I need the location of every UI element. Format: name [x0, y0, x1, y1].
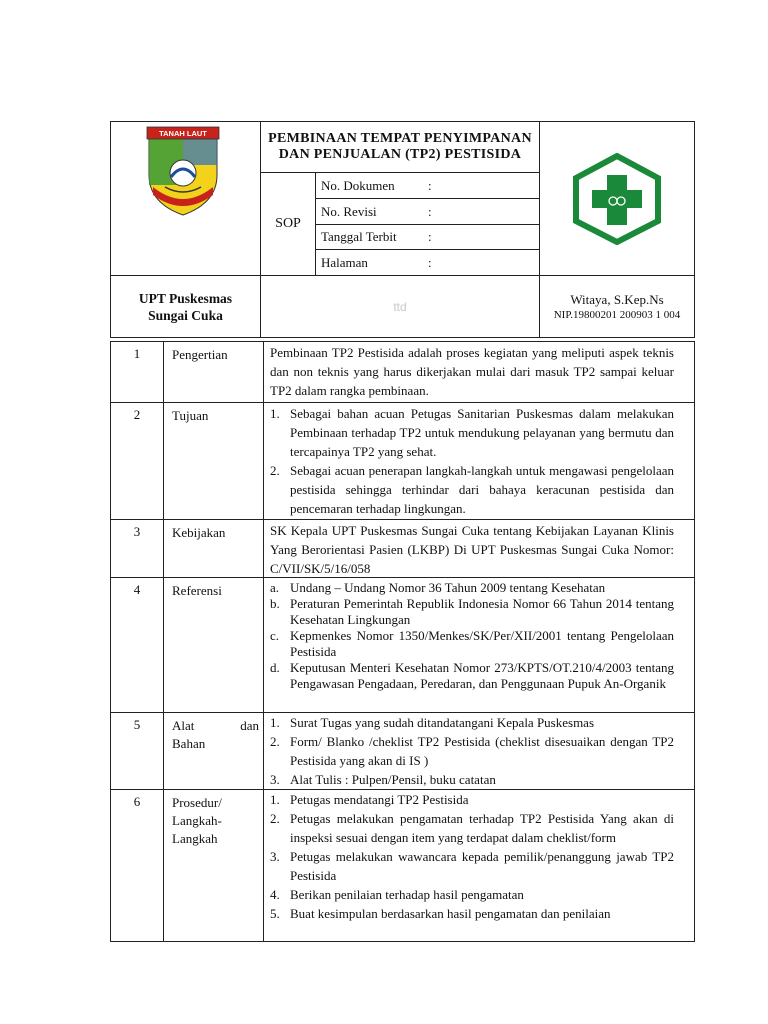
organization-name-line1: UPT Puskesmas: [138, 290, 233, 306]
row-topic: [163, 713, 263, 789]
signer-name: Witaya, S.Kep.Ns: [570, 291, 664, 307]
row-content: [263, 342, 694, 402]
content-paragraph: SK Kepala UPT Puskesmas Sungai Cuka tentang Kebijakan Layanan Klinis Yang Berorientasi Pasien (LKBP) Di UPT Puskesmas Sungai Cuka Nomor: C/VII/SK/5/16/058: [270, 523, 674, 576]
logo-banner-text: TANAH LAUT: [159, 129, 207, 138]
row-topic: Pengertian: [163, 342, 263, 402]
topic-line: Langkah: [172, 831, 218, 846]
field-label: No. Dokumen: [321, 177, 395, 193]
list-item: 1. Surat Tugas yang sudah ditandatangani Kepala Puskesmas: [270, 715, 595, 730]
list-item: 4. Berikan penilaian terhadap hasil pengamatan: [270, 887, 524, 902]
field-tanggal-terbit: [315, 224, 539, 249]
signature-placeholder: ttd: [393, 299, 407, 314]
row-number: 6: [133, 794, 141, 809]
field-no-revisi: [315, 198, 539, 224]
row-content: [263, 790, 694, 941]
content-paragraph: Pembinaan TP2 Pestisida adalah proses kegiatan yang meliputi aspek teknis dan non teknis yang harus dikerjakan mulai dari masuk TP2 sampai keluar TP2 dalam rangka pembinaan.: [270, 345, 674, 398]
signer-nip: NIP.19800201 200903 1 004: [553, 308, 681, 321]
sop-content-table: [110, 341, 695, 942]
tanah-laut-emblem-icon: [145, 125, 221, 217]
topic-line: Langkah-: [172, 813, 222, 828]
row-content: [263, 403, 694, 519]
table-row: [111, 712, 694, 789]
sop-label: SOP: [260, 172, 315, 275]
list-item: c. Kepmenkes Nomor 1350/Menkes/SK/Per/XII/2001 tentang Pengelolaan Pestisida: [270, 628, 674, 659]
row-number: 5: [133, 717, 141, 732]
field-value: :: [428, 203, 432, 219]
row-topic: Referensi: [163, 578, 263, 712]
field-label: Halaman: [321, 254, 368, 270]
sop-header: [110, 121, 695, 338]
row-topic: Tujuan: [163, 403, 263, 519]
table-row: [111, 342, 694, 402]
row-topic: [163, 790, 263, 941]
logo-cell: [111, 122, 260, 275]
table-row: [111, 519, 694, 577]
list-item: 3. Alat Tulis : Pulpen/Pensil, buku catatan: [270, 772, 496, 787]
row-content: [263, 713, 694, 789]
row-content: [263, 578, 694, 712]
signature-cell: [260, 275, 539, 337]
field-value: :: [428, 229, 432, 244]
table-row: [111, 789, 694, 941]
organization-cell: [111, 275, 260, 337]
list-item: 2. Sebagai acuan penerapan langkah-langkah untuk mengawasi pengelolaan pestisida sehingga terhindar dari bahaya keracunan pestisida dan pencemaran terhadap lingkungan.: [270, 463, 674, 516]
list-item: b. Peraturan Pemerintah Republik Indonesia Nomor 66 Tahun 2014 tentang Kesehatan Lingkungan: [270, 596, 674, 627]
signer-cell: [539, 275, 694, 337]
document-title: PEMBINAAN TEMPAT PENYIMPANAN DAN PENJUALAN (TP2) PESTISIDA: [260, 122, 539, 172]
table-row: [111, 402, 694, 519]
row-number: 2: [133, 407, 141, 422]
table-row: [111, 577, 694, 712]
row-topic: Kebijakan: [163, 520, 263, 577]
topic-line: Alat dan: [172, 718, 259, 733]
list-item: 2. Form/ Blanko /cheklist TP2 Pestisida (cheklist disesuaikan dengan TP2 Pestisida yang akan di IS ): [270, 734, 674, 768]
list-item: 2. Petugas melakukan pengamatan terhadap TP2 Pestisida Yang akan di inspeksi sesuai dengan item yang terdapat dalam cheklist/form: [270, 811, 674, 845]
field-value: :: [428, 254, 432, 270]
topic-line: Prosedur/: [172, 795, 222, 810]
list-item: d. Keputusan Menteri Kesehatan Nomor 273/KPTS/OT.210/4/2003 tentang Pengawasan Pengadaan, Peredaran, dan Penggunaan Pupuk An-Organik: [270, 660, 674, 691]
puskesmas-cross-icon: [572, 153, 662, 245]
field-label: Tanggal Terbit: [321, 229, 397, 244]
puskesmas-logo-cell: [539, 122, 694, 275]
row-number: 3: [133, 524, 141, 539]
topic-line: Bahan: [172, 736, 206, 751]
organization-name-line2: Sungai Cuka: [148, 307, 223, 323]
field-halaman: [315, 249, 539, 275]
row-number: 1: [133, 346, 141, 361]
field-label: No. Revisi: [321, 203, 377, 219]
row-content: [263, 520, 694, 577]
list-item: 1. Sebagai bahan acuan Petugas Sanitarian Puskesmas dalam melakukan Pembinaan terhadap TP2 untuk mendukung pelayanan yang bermutu dan tercapainya TP2 yang sehat.: [270, 406, 674, 459]
field-value: :: [428, 177, 432, 193]
row-number: 4: [133, 582, 141, 597]
list-item: 3. Petugas melakukan wawancara kepada pemilik/penanggung jawab TP2 Pestisida: [270, 849, 674, 883]
list-item: 1. Petugas mendatangi TP2 Pestisida: [270, 792, 469, 807]
list-item: a. Undang – Undang Nomor 36 Tahun 2009 tentang Kesehatan: [270, 580, 606, 595]
list-item: 5. Buat kesimpulan berdasarkan hasil pengamatan dan penilaian: [270, 906, 611, 921]
field-no-dokumen: [315, 172, 539, 198]
